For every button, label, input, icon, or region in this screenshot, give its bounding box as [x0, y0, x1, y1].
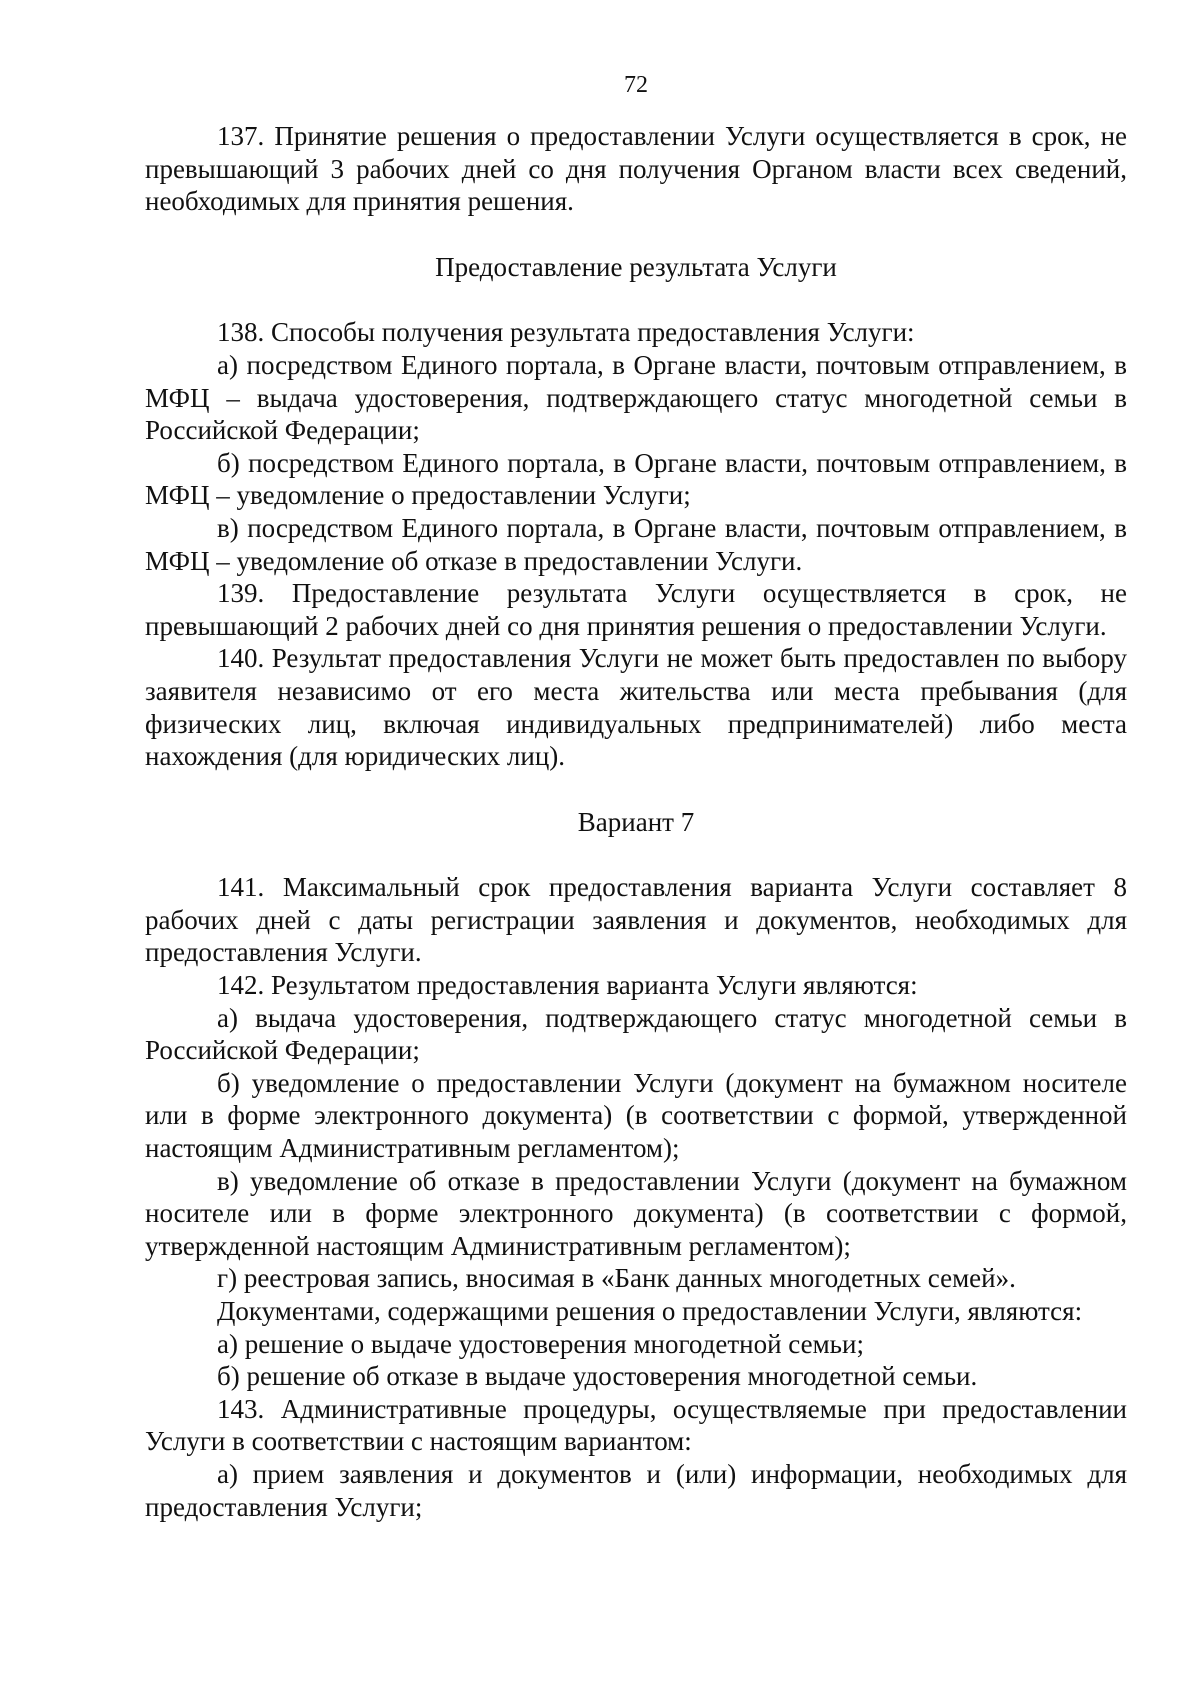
paragraph-138-b: б) посредством Единого портала, в Органе власти, почтовым отправлением, в МФЦ – уведомление о предоставлении Услуги;	[145, 447, 1127, 511]
paragraph-142-a: а) выдача удостоверения, подтверждающего статус многодетной семьи в Российской Федерации;	[145, 1002, 1127, 1066]
paragraph-143: 143. Административные процедуры, осуществляемые при предоставлении Услуги в соответствии с настоящим вариантом:	[145, 1393, 1127, 1457]
paragraph-decision-b: б) решение об отказе в выдаче удостоверения многодетной семьи.	[217, 1361, 978, 1392]
paragraph-142-b: б) уведомление о предоставлении Услуги (документ на бумажном носителе или в форме электронного документа) (в соответствии с формой, утвержденной настоящим Административным регламентом);	[145, 1067, 1127, 1164]
paragraph-137: 137. Принятие решения о предоставлении Услуги осуществляется в срок, не превышающий 3 рабочих дней со дня получения Органом власти всех сведений, необходимых для принятия решения.	[145, 121, 1127, 217]
document-page	[145, 70, 1127, 1670]
paragraph-138-v: в) посредством Единого портала, в Органе власти, почтовым отправлением, в МФЦ – уведомление об отказе в предоставлении Услуги.	[145, 512, 1127, 576]
paragraph-141: 141. Максимальный срок предоставления варианта Услуги составляет 8 рабочих дней с даты регистрации заявления и документов, необходимых для предоставления Услуги.	[145, 872, 1127, 968]
paragraph-decision-a: а) решение о выдаче удостоверения многодетной семьи;	[217, 1328, 864, 1359]
paragraph-142-g: г) реестровая запись, вносимая в «Банк данных многодетных семей».	[217, 1263, 1016, 1294]
paragraph-decision-documents: Документами, содержащими решения о предоставлении Услуги, являются:	[217, 1296, 1083, 1326]
paragraph-138: 138. Способы получения результата предоставления Услуги:	[217, 317, 915, 348]
section-heading-variant-7: Вариант 7	[577, 806, 695, 837]
paragraph-140: 140. Результат предоставления Услуги не может быть предоставлен по выбору заявителя независимо от его места жительства или места пребывания (для физических лиц, включая индивидуальных предпринимателей) либо места нахождения (для юридических лиц).	[145, 643, 1127, 772]
page-number: 72	[624, 72, 648, 98]
paragraph-139: 139. Предоставление результата Услуги осуществляется в срок, не превышающий 2 рабочих дней со дня принятия решения о предоставлении Услуги.	[145, 578, 1127, 641]
paragraph-142: 142. Результатом предоставления варианта Услуги являются:	[217, 970, 918, 1001]
paragraph-143-a: а) прием заявления и документов и (или) информации, необходимых для предоставления Услуги;	[145, 1458, 1127, 1522]
paragraph-142-v: в) уведомление об отказе в предоставлении Услуги (документ на бумажном носителе или в форме электронного документа) (в соответствии с формой, утвержденной настоящим Административным регламентом);	[145, 1165, 1127, 1261]
section-heading-result: Предоставление результата Услуги	[435, 251, 837, 282]
paragraph-138-a: а) посредством Единого портала, в Органе власти, почтовым отправлением, в МФЦ – выдача удостоверения, подтверждающего статус многодетной семьи в Российской Федерации;	[145, 349, 1127, 446]
